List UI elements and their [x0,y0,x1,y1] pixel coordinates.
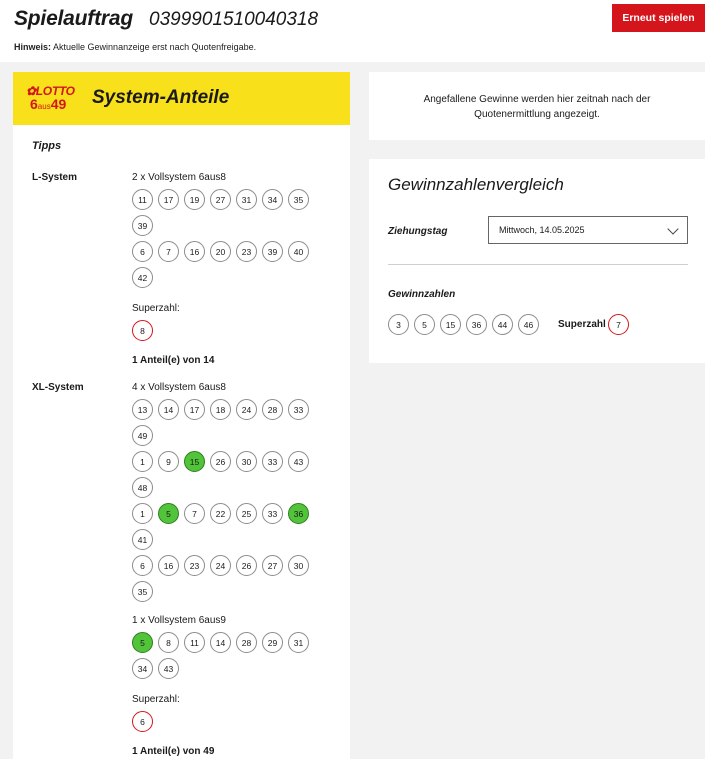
logo-line2: 6aus49 [30,96,67,112]
number-ball: 6 [132,555,153,576]
order-number: 0399901510040318 [149,9,319,30]
number-ball: 27 [262,555,283,576]
winning-superzahl-label: Superzahl [558,319,606,330]
number-ball: 43 [288,451,309,472]
l-anteil: 1 Anteil(e) von 14 [132,355,215,366]
winning-number-ball: 36 [466,314,487,335]
top-bar [0,0,705,62]
number-ball: 28 [236,632,257,653]
number-ball: 14 [158,399,179,420]
number-ball: 16 [158,555,179,576]
l-superzahl-ball: 8 [132,320,153,341]
number-ball: 31 [288,632,309,653]
xl-system-text-1: 4 x Vollsystem 6aus8 [132,382,226,393]
number-ball: 39 [262,241,283,262]
number-ball: 25 [236,503,257,524]
l-system-label: L-System [32,172,78,183]
ziehungstag-select[interactable] [488,216,688,244]
number-ball: 18 [210,399,231,420]
number-ball: 1 [132,451,153,472]
number-ball: 43 [158,658,179,679]
ziehungstag-label: Ziehungstag [388,226,448,237]
number-ball: 22 [210,503,231,524]
xl-anteil: 1 Anteil(e) von 49 [132,746,215,757]
number-ball: 36 [288,503,309,524]
comparison-title: Gewinnzahlenvergleich [388,175,564,194]
l-superzahl-label: Superzahl: [132,303,180,314]
number-ball: 24 [210,555,231,576]
ticket-card [13,72,350,759]
number-ball: 26 [210,451,231,472]
number-ball: 7 [158,241,179,262]
l-system-text: 2 x Vollsystem 6aus8 [132,172,226,183]
number-ball: 9 [158,451,179,472]
winning-number-ball: 3 [388,314,409,335]
number-ball: 7 [184,503,205,524]
info-card [369,72,705,140]
number-ball: 19 [184,189,205,210]
gewinnzahlen-label: Gewinnzahlen [388,289,456,300]
hint-line [14,42,256,52]
winning-superzahl-ball: 7 [608,314,629,335]
number-ball: 33 [262,451,283,472]
number-ball: 15 [184,451,205,472]
replay-button[interactable]: Erneut spielen [612,4,705,32]
number-ball: 26 [236,555,257,576]
xl-superzahl-label: Superzahl: [132,694,180,705]
number-ball: 17 [184,399,205,420]
number-ball: 11 [132,189,153,210]
number-ball: 35 [288,189,309,210]
hint-label: Hinweis: [14,42,52,52]
number-ball: 8 [158,632,179,653]
number-ball: 6 [132,241,153,262]
number-ball: 29 [262,632,283,653]
number-ball: 14 [210,632,231,653]
number-ball: 5 [158,503,179,524]
number-ball: 30 [288,555,309,576]
tipps-heading: Tipps [32,140,62,152]
number-ball: 23 [236,241,257,262]
number-ball: 41 [132,529,153,550]
number-ball: 48 [132,477,153,498]
page-title: Spielauftrag [14,7,133,30]
number-ball: 13 [132,399,153,420]
number-ball: 33 [262,503,283,524]
logo-line1: ✿LOTTO [26,84,75,98]
xl-superzahl-ball: 6 [132,711,153,732]
number-ball: 34 [132,658,153,679]
number-ball: 24 [236,399,257,420]
ziehungstag-value: Mittwoch, 14.05.2025 [499,225,585,235]
xl-system-text-2: 1 x Vollsystem 6aus9 [132,615,226,626]
number-ball: 27 [210,189,231,210]
divider [388,264,688,265]
number-ball: 11 [184,632,205,653]
number-ball: 42 [132,267,153,288]
number-ball: 5 [132,632,153,653]
number-ball: 39 [132,215,153,236]
number-ball: 23 [184,555,205,576]
info-text: Angefallene Gewinne werden hier zeitnah nach der Quotenermittlung angezeigt. [423,94,651,120]
number-ball: 34 [262,189,283,210]
number-ball: 33 [288,399,309,420]
number-ball: 31 [236,189,257,210]
hint-text: Aktuelle Gewinnanzeige erst nach Quotenfreigabe. [53,42,257,52]
chevron-down-icon [667,223,678,234]
winning-number-ball: 5 [414,314,435,335]
winning-number-ball: 44 [492,314,513,335]
lotto-logo [26,84,82,114]
number-ball: 28 [262,399,283,420]
winning-number-ball: 46 [518,314,539,335]
number-ball: 16 [184,241,205,262]
number-ball: 1 [132,503,153,524]
ticket-title: System-Anteile [92,87,230,108]
xl-system-label: XL-System [32,382,84,393]
number-ball: 17 [158,189,179,210]
number-ball: 20 [210,241,231,262]
number-ball: 35 [132,581,153,602]
winning-number-ball: 15 [440,314,461,335]
number-ball: 40 [288,241,309,262]
comparison-card [369,159,705,363]
number-ball: 49 [132,425,153,446]
number-ball: 30 [236,451,257,472]
ticket-header [13,72,350,125]
